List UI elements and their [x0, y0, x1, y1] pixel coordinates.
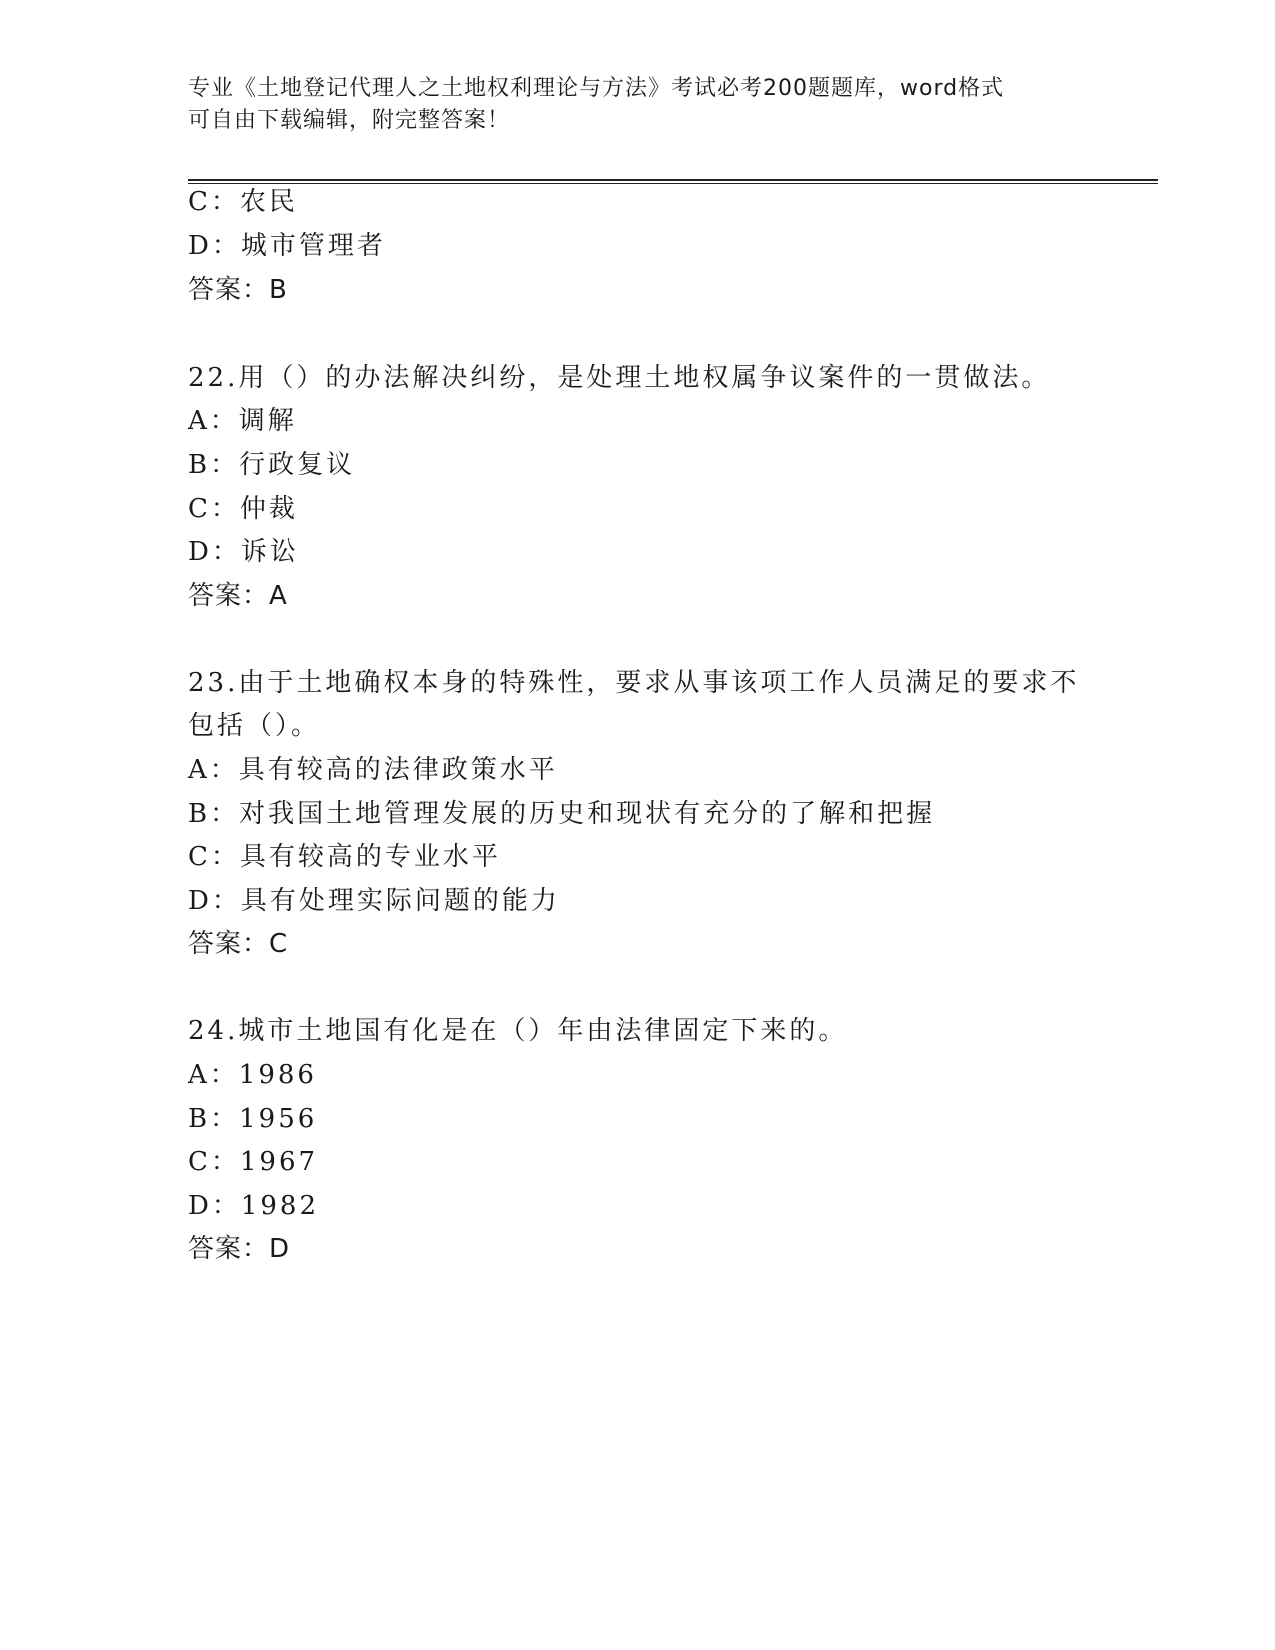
q24-option-d: D：1982 — [188, 1191, 320, 1221]
document-header — [188, 73, 1088, 137]
prev-answer: 答案：B — [188, 275, 288, 305]
q22-option-d: D：诉讼 — [188, 537, 299, 567]
q23-answer: 答案：C — [188, 929, 289, 959]
q23-stem-line-2: 包括（）。 — [188, 711, 321, 741]
header-divider — [188, 179, 1158, 184]
q23-option-c: C：具有较高的专业水平 — [188, 842, 501, 872]
q24-option-c: C：1967 — [188, 1147, 319, 1177]
q22-option-b: B：行政复议 — [188, 450, 356, 480]
prev-option-c: C：农民 — [188, 187, 298, 217]
q23-stem-line-1: 23.由于土地确权本身的特殊性，要求从事该项工作人员满足的要求不 — [188, 668, 1080, 698]
q22-option-c: C：仲裁 — [188, 494, 298, 524]
q24-stem: 24.城市土地国有化是在（）年由法律固定下来的。 — [188, 1016, 848, 1046]
q24-answer: 答案：D — [188, 1234, 291, 1264]
prev-option-d: D：城市管理者 — [188, 231, 386, 261]
q24-option-b: B：1956 — [188, 1104, 318, 1134]
q22-stem: 22.用（）的办法解决纠纷，是处理土地权属争议案件的一贯做法。 — [188, 363, 1051, 393]
q22-option-a: A：调解 — [188, 406, 297, 436]
q24-option-a: A：1986 — [188, 1060, 317, 1090]
q22-answer: 答案：A — [188, 581, 288, 611]
header-title-line-1: 专业《土地登记代理人之土地权利理论与方法》考试必考200题题库，word格式 — [188, 76, 1005, 101]
q23-option-d: D：具有处理实际问题的能力 — [188, 886, 560, 916]
q23-option-b: B：对我国土地管理发展的历史和现状有充分的了解和把握 — [188, 799, 936, 829]
header-title-line-2: 可自由下载编辑，附完整答案！ — [188, 108, 511, 133]
q23-option-a: A：具有较高的法律政策水平 — [188, 755, 558, 785]
